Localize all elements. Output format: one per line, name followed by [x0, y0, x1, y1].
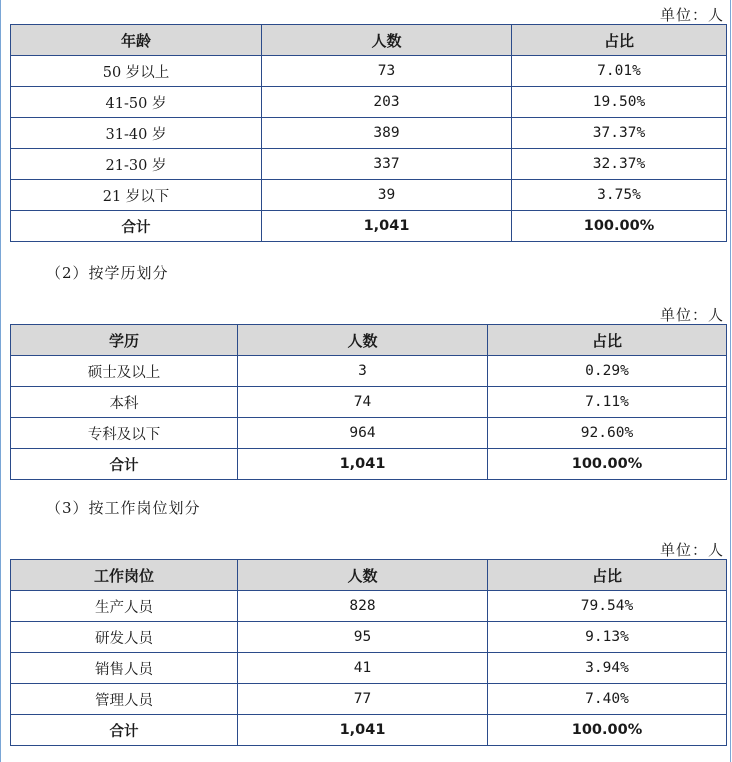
total-ratio: 100.00% — [488, 449, 727, 480]
column-header-age: 年龄 — [11, 25, 262, 56]
job-table — [10, 559, 727, 746]
table-cell: 本科 — [11, 387, 238, 418]
table-cell: 管理人员 — [11, 684, 238, 715]
total-label: 合计 — [11, 449, 238, 480]
table-row — [11, 387, 727, 418]
table-cell: 3 — [238, 356, 488, 387]
education-unit-label: 单位：人 — [659, 306, 724, 324]
table-cell: 95 — [238, 622, 488, 653]
column-header-count: 人数 — [238, 560, 488, 591]
total-count: 1,041 — [238, 715, 488, 746]
table-cell: 389 — [262, 118, 512, 149]
table-row — [11, 149, 727, 180]
table-row — [11, 418, 727, 449]
table-cell: 19.50% — [512, 87, 727, 118]
total-ratio: 100.00% — [512, 211, 727, 242]
table-row — [11, 87, 727, 118]
job-unit-label: 单位：人 — [659, 541, 724, 559]
age-table — [10, 24, 727, 242]
table-cell: 50 岁以上 — [11, 56, 262, 87]
table-cell: 硕士及以上 — [11, 356, 238, 387]
total-ratio: 100.00% — [488, 715, 727, 746]
table-row — [11, 622, 727, 653]
column-header-education: 学历 — [11, 325, 238, 356]
table-cell: 7.11% — [488, 387, 727, 418]
total-count: 1,041 — [262, 211, 512, 242]
table-cell: 生产人员 — [11, 591, 238, 622]
table-header-row — [11, 25, 727, 56]
table-cell: 92.60% — [488, 418, 727, 449]
total-label: 合计 — [11, 715, 238, 746]
table-cell: 3.75% — [512, 180, 727, 211]
column-header-job: 工作岗位 — [11, 560, 238, 591]
table-cell: 32.37% — [512, 149, 727, 180]
table-cell: 7.01% — [512, 56, 727, 87]
education-table — [10, 324, 727, 480]
table-cell: 3.94% — [488, 653, 727, 684]
table-cell: 21-30 岁 — [11, 149, 262, 180]
table-cell: 专科及以下 — [11, 418, 238, 449]
column-header-ratio: 占比 — [512, 25, 727, 56]
table-cell: 77 — [238, 684, 488, 715]
table-cell: 销售人员 — [11, 653, 238, 684]
column-header-count: 人数 — [262, 25, 512, 56]
table-cell: 964 — [238, 418, 488, 449]
table-header-row — [11, 325, 727, 356]
table-cell: 21 岁以下 — [11, 180, 262, 211]
table-row — [11, 653, 727, 684]
total-count: 1,041 — [238, 449, 488, 480]
table-cell: 79.54% — [488, 591, 727, 622]
table-cell: 研发人员 — [11, 622, 238, 653]
total-label: 合计 — [11, 211, 262, 242]
table-cell: 39 — [262, 180, 512, 211]
table-cell: 31-40 岁 — [11, 118, 262, 149]
table-row — [11, 118, 727, 149]
column-header-ratio: 占比 — [488, 560, 727, 591]
column-header-ratio: 占比 — [488, 325, 727, 356]
section-heading-job: （3）按工作岗位划分 — [46, 499, 201, 517]
table-cell: 9.13% — [488, 622, 727, 653]
table-cell: 74 — [238, 387, 488, 418]
table-row — [11, 591, 727, 622]
table-row — [11, 180, 727, 211]
table-row — [11, 684, 727, 715]
table-cell: 73 — [262, 56, 512, 87]
table-cell: 203 — [262, 87, 512, 118]
table-cell: 41-50 岁 — [11, 87, 262, 118]
section-heading-education: （2）按学历划分 — [46, 264, 169, 282]
column-header-count: 人数 — [238, 325, 488, 356]
table-row — [11, 356, 727, 387]
total-row — [11, 715, 727, 746]
table-cell: 828 — [238, 591, 488, 622]
table-cell: 37.37% — [512, 118, 727, 149]
total-row — [11, 211, 727, 242]
table-row — [11, 56, 727, 87]
table-cell: 7.40% — [488, 684, 727, 715]
table-header-row — [11, 560, 727, 591]
table-cell: 0.29% — [488, 356, 727, 387]
table-cell: 337 — [262, 149, 512, 180]
total-row — [11, 449, 727, 480]
table-cell: 41 — [238, 653, 488, 684]
age-unit-label: 单位：人 — [659, 6, 724, 24]
